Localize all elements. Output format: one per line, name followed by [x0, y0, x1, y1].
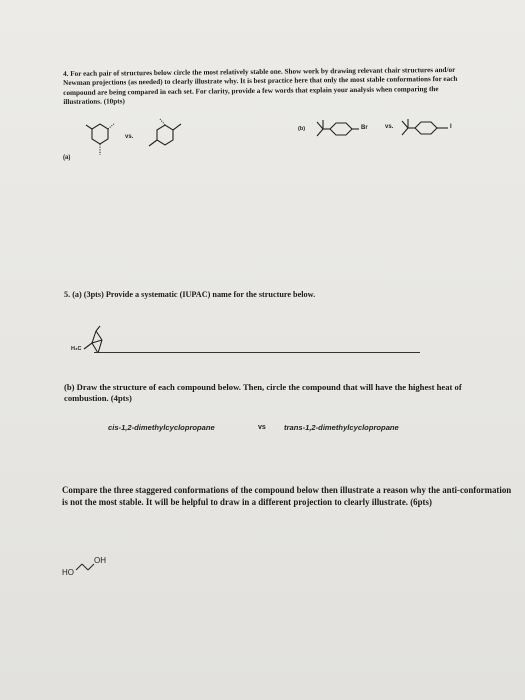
q4-part-b-label: (b)	[298, 126, 306, 132]
question-6-text: Compare the three staggered conformations of the compound below then illustrate a reason why the anti-conformation is not the most stable. It will be helpful to draw in a different projection to clearly illustrate. (6pts)	[62, 485, 512, 507]
q6-ho-label: HO	[62, 568, 74, 577]
q4b-substituent-br: Br	[361, 125, 368, 131]
q4a-structure-2	[145, 114, 195, 154]
q5a-h3c-label: H₃C	[71, 346, 82, 352]
q4-part-b-vs: vs.	[385, 124, 394, 130]
compound-vs: vs	[258, 424, 266, 431]
q4-part-a-label: (a)	[63, 155, 71, 161]
compound-trans: trans-1,2-dimethylcyclopropane	[284, 423, 399, 432]
q6-ethylene-glycol-structure	[76, 560, 96, 574]
q6-oh-label: OH	[94, 556, 106, 565]
compound-cis: cis-1,2-dimethylcyclopropane	[108, 423, 215, 432]
question-5a-text: 5. (a) (3pts) Provide a systematic (IUPAC) name for the structure below.	[64, 290, 316, 299]
q4-part-a-vs: vs.	[125, 134, 134, 140]
question-5b-text: (b) Draw the structure of each compound below. Then, circle the compound that will have the highest heat of combustion. (4pts)	[64, 382, 462, 403]
q4a-structure-1	[82, 115, 122, 175]
q4b-structure-2	[400, 116, 460, 146]
question-4-text: 4. For each pair of structures below circle the most relatively stable one. Show work by drawing relevant chair structures and/or Newman projections (as needed) to clearly illustrate why. It is best practice here that only the most stable conformations for each compound are being compared in each set. For clarity, provide a few words that explain your analysis when comparing the illustrations. (10pts)	[63, 65, 458, 107]
q4b-structure-1	[315, 117, 375, 147]
q4b-substituent-i: I	[450, 124, 452, 130]
q5a-bicyclic-structure	[84, 322, 124, 362]
q5a-answer-line[interactable]	[94, 352, 420, 353]
